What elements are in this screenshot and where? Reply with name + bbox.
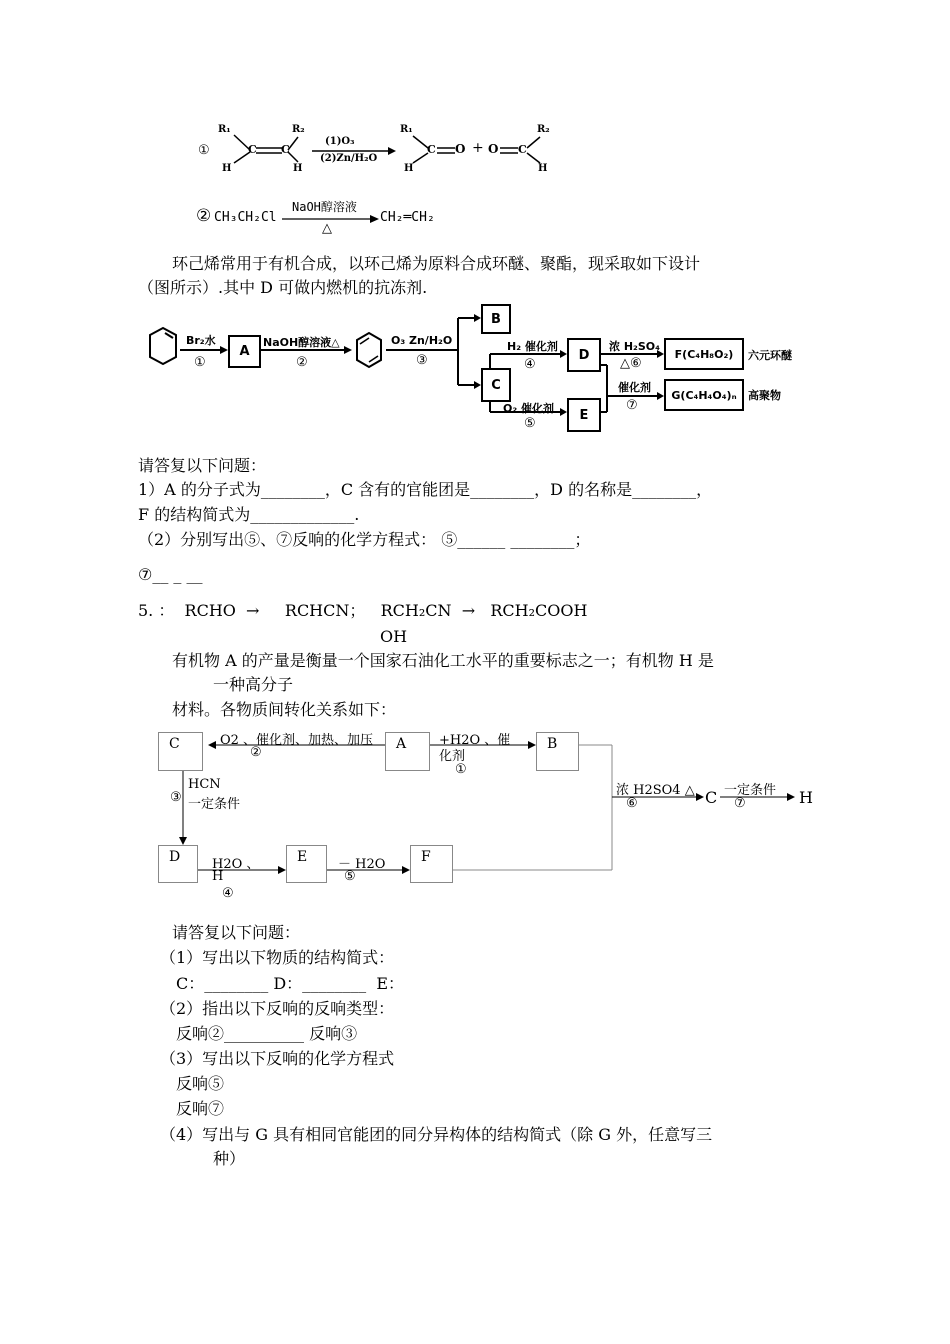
cond-oxygen: O₂ 催化剂: [503, 402, 554, 415]
reaction-2-product: CH₂═CH₂: [380, 210, 435, 225]
scheme2-end-h: H: [799, 788, 813, 807]
scheme1-box-f: F(C₄H₈O₂): [664, 338, 744, 370]
reaction-1-number: ①: [198, 143, 210, 158]
scheme1-box-g: G(C₄H₄O₄)ₙ: [664, 379, 744, 411]
cond-sulfuric: 浓 H₂SO₄: [609, 340, 660, 353]
condition-zinc: (2)Zn/H₂O: [320, 153, 378, 164]
c-label: C: [248, 143, 257, 156]
step-1: ①: [455, 762, 467, 777]
scheme1-box-d: D: [567, 338, 601, 372]
q1-heading: 请答复以下问题：: [138, 456, 267, 475]
r1-label: R₁: [218, 124, 231, 135]
scheme2-mid-c: C: [705, 788, 718, 807]
q1-line-4: ⑦__ _ __: [138, 565, 203, 584]
cond-3a: HCN: [188, 777, 221, 792]
c-label: C: [427, 143, 436, 156]
q5-q4-line-1: （4）写出与 G 具有相同官能团的同分异构体的结构简式（除 G 外，任意写三: [160, 1125, 713, 1144]
reaction-2-reactant: CH₃CH₂Cl: [214, 210, 277, 225]
q5-q3-a: 反响⑤: [176, 1074, 225, 1093]
q5-q3: （3）写出以下反响的化学方程式: [160, 1049, 395, 1068]
step-5: ⑤: [524, 416, 536, 431]
label-polymer: 高聚物: [748, 389, 781, 402]
cond-naoh: NaOH醇溶液△: [263, 336, 340, 349]
scheme2-box-e: E: [286, 845, 327, 883]
scheme1-box-b: B: [481, 304, 511, 334]
cond-1a: +H2O 、催: [439, 733, 511, 748]
label-cyclic-ether: 六元环醚: [748, 349, 792, 362]
r2-label: R₂: [292, 124, 305, 135]
step-1: ①: [194, 355, 206, 370]
q5-q2-blanks: 反响②__________ 反响③: [176, 1024, 358, 1043]
o-label: O: [455, 142, 466, 156]
scheme1-box-e: E: [567, 398, 601, 432]
q5-q1-blanks: C：________ D：________ E：: [176, 974, 405, 993]
h-label: H: [293, 163, 303, 174]
q5-q2: （2）指出以下反响的反响类型：: [160, 999, 395, 1018]
step-6: △⑥: [620, 356, 642, 371]
cond-7: 一定条件: [724, 783, 777, 798]
step-3: ③: [416, 353, 428, 368]
q5-heading: 请答复以下问题：: [172, 923, 301, 942]
problem-5-para-1: 有机物 A 的产量是衡量一个国家石油化工水平的重要标志之一；有机物 H 是: [172, 651, 714, 670]
q1-line-2: F 的结构简式为_____________.: [138, 505, 360, 524]
scheme2-box-d: D: [158, 845, 198, 883]
cond-hydrogen: H₂ 催化剂: [507, 340, 558, 353]
cond-5: － H2O: [338, 857, 386, 872]
step-7: ⑦: [626, 398, 638, 413]
reaction-2-heat: △: [322, 221, 332, 236]
step-2: ②: [250, 745, 262, 760]
h-label: H: [404, 163, 414, 174]
cond-4a: H2O 、: [212, 857, 260, 872]
scheme2-box-f: F: [410, 845, 453, 883]
step-6: ⑥: [626, 796, 638, 811]
cond-3b: 一定条件: [188, 797, 241, 812]
q1-line-3: （2）分别写出⑤、⑦反响的化学方程式： ⑤______ ________；: [138, 530, 591, 549]
scheme1-box-a: A: [228, 335, 261, 368]
scheme2-box-b: B: [536, 732, 579, 771]
plus-sign: +: [472, 140, 484, 156]
problem-5-oh: OH: [380, 627, 408, 646]
reaction-2-number: ②: [196, 206, 212, 226]
reaction-2-condition: NaOH醇溶液: [292, 200, 357, 214]
q5-q4-line-2: 种）: [213, 1149, 246, 1168]
scheme2-box-a: A: [385, 732, 430, 771]
o-label: O: [488, 142, 499, 156]
q5-q3-b: 反响⑦: [176, 1099, 225, 1118]
step-5: ⑤: [344, 869, 356, 884]
h-label: H: [538, 163, 548, 174]
condition-ozone: (1)O₃: [325, 136, 355, 147]
cond-bromine: Br₂水: [186, 334, 216, 347]
cond-1b: 化剂: [439, 749, 466, 764]
c-label: C: [281, 143, 290, 156]
step-4: ④: [524, 357, 536, 372]
cond-ozone: O₃ Zn/H₂O: [391, 334, 453, 347]
step-7: ⑦: [734, 796, 746, 811]
problem-5-para-2: 一种高分子: [213, 675, 294, 694]
q1-line-1: 1）A 的分子式为________，C 含有的官能团是________，D 的名称是________，: [138, 480, 713, 499]
cond-4b: H: [212, 869, 224, 884]
step-3: ③: [170, 790, 182, 805]
q5-q1: （1）写出以下物质的结构简式：: [160, 948, 395, 967]
cond-6: 浓 H2SO4 △: [616, 783, 695, 798]
intro-line-1: 环己烯常用于有机合成，以环己烯为原料合成环醚、聚酯，现采取如下设计: [172, 254, 701, 273]
step-4: ④: [222, 886, 234, 901]
h-label: H: [222, 163, 232, 174]
intro-line-2: （图所示）.其中 D 可做内燃机的抗冻剂.: [138, 278, 428, 297]
scheme2-box-c: C: [158, 732, 203, 771]
problem-5-header: 5. ： RCHO → RCHCN； RCH₂CN → RCH₂COOH: [138, 601, 588, 620]
r2-label: R₂: [537, 124, 550, 135]
cond-catalyst: 催化剂: [618, 381, 651, 394]
step-2: ②: [296, 355, 308, 370]
cond-2: O2 、催化剂、加热、加压: [220, 733, 374, 748]
r1-label: R₁: [400, 124, 413, 135]
scheme1-box-c: C: [481, 368, 511, 402]
c-label: C: [518, 143, 527, 156]
problem-5-para-3: 材料。各物质间转化关系如下：: [172, 700, 397, 719]
